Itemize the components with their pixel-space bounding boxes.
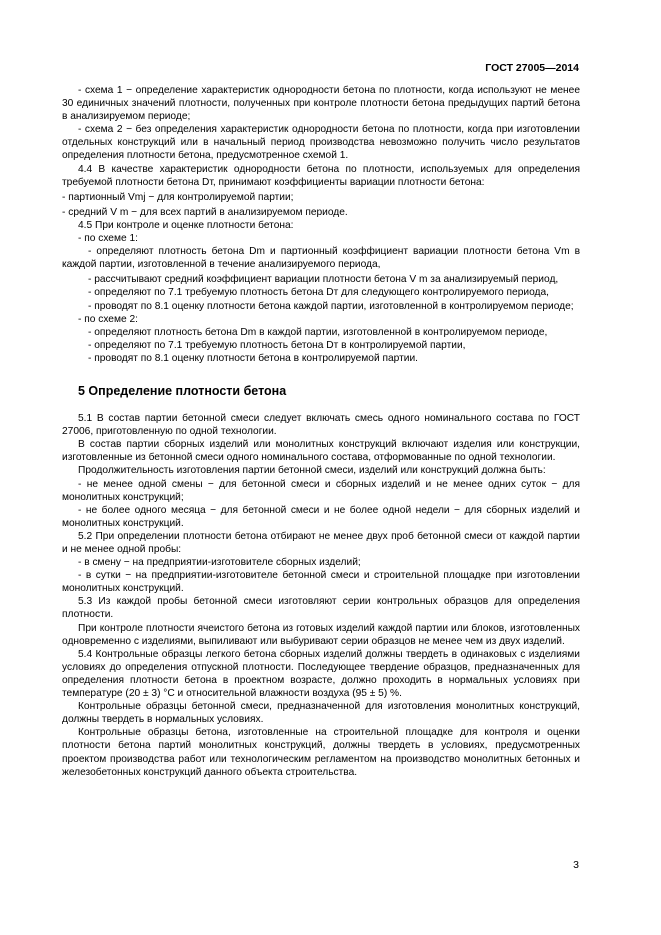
paragraph: - проводят по 8.1 оценку плотности бетона в контролируемой партии. bbox=[88, 352, 418, 364]
paragraph: - схема 1 − определение характеристик однородности бетона по плотности, когда используют не менее 30 единичных значений плотности, полученных при контроле плотности бетона предыдущих партий бетона в анализируемом периоде; bbox=[62, 85, 580, 123]
paragraph: - партионный Vmj − для контролируемой партии; bbox=[62, 191, 294, 203]
paragraph: - проводят по 8.1 оценку плотности бетона каждой партии, изготовленной в контролируемом периоде; bbox=[88, 300, 574, 312]
paragraph: - схема 2 − без определения характеристик однородности бетона по плотности, когда при изготовлении отдельных конструкций или в начальный период производства невозможно получить число результатов определения плотности бетона, предусмотренное схемой 1. bbox=[62, 124, 580, 162]
page-body bbox=[62, 84, 580, 779]
paragraph: - не менее одной смены − для бетонной смеси и сборных изделий и не менее одних суток − для монолитных конструкций; bbox=[62, 478, 580, 503]
paragraph: - рассчитывают средний коэффициент вариации плотности бетона V m за анализируемый период, bbox=[88, 274, 559, 286]
paragraph: Контрольные образцы бетона, изготовленные на строительной площадке для контроля и оценки плотности бетона партий монолитных конструкций, должны твердеть в условиях, предусмотренных проектом производства работ или технологическим регламентом на производство монолитных бетонных и железобетонных конструкций данного объекта строительства. bbox=[62, 727, 580, 778]
paragraph: Контрольные образцы бетонной смеси, предназначенной для изготовления монолитных конструкций, должны твердеть в нормальных условиях. bbox=[62, 701, 580, 726]
paragraph: - по схеме 2: bbox=[78, 313, 138, 325]
paragraph: - определяют плотность бетона Dm и партионный коэффициент вариации плотности бетона Vm в каждой партии, изготовленной в течение анализируемого периода, bbox=[62, 246, 580, 271]
paragraph: 5.3 Из каждой пробы бетонной смеси изготовляют серии контрольных образцов для определения плотности. bbox=[62, 596, 580, 621]
paragraph: - по схеме 1: bbox=[78, 233, 138, 245]
paragraph: - в смену − на предприятии-изготовителе сборных изделий; bbox=[78, 557, 361, 569]
paragraph: В состав партии сборных изделий или монолитных конструкций включают изделия или конструкции, изготовленные из бетонной смеси одного номинального состава, отформованные по одной технологии. bbox=[62, 439, 580, 464]
paragraph: 4.5 При контроле и оценке плотности бетона: bbox=[78, 219, 294, 231]
paragraph: Продолжительность изготовления партии бетонной смеси, изделий или конструкций должна быть: bbox=[78, 465, 546, 477]
paragraph: - определяют по 7.1 требуемую плотность бетона Dт для следующего контролируемого периода, bbox=[88, 287, 549, 299]
paragraph: 4.4 В качестве характеристик однородности бетона по плотности, используемых для определения требуемой плотности бетона Dт, принимают коэффициенты вариации плотности бетона: bbox=[62, 163, 580, 188]
paragraph: 5.4 Контрольные образцы легкого бетона сборных изделий должны твердеть в одинаковых с изделиями условиях до определения отпускной плотности. Последующее твердение образцов, предназначенных для определения плотности бетона в проектном возрасте, должно проходить в нормальных условиях при температуре (20 ± 3) °С и относительной влажности воздуха (95 ± 5) %. bbox=[62, 648, 580, 700]
paragraph: - в сутки − на предприятии-изготовителе бетонной смеси и строительной площадке при изготовлении монолитных конструкций. bbox=[62, 570, 580, 595]
paragraph: - не более одного месяца − для бетонной смеси и не более одной недели − для сборных изделий и монолитных конструкций. bbox=[62, 504, 580, 529]
paragraph: 5.2 При определении плотности бетона отбирают не менее двух проб бетонной смеси от каждой партии и не менее одной пробы: bbox=[62, 530, 580, 555]
paragraph: - определяют плотность бетона Dm в каждой партии, изготовленной в контролируемом периоде, bbox=[88, 326, 548, 338]
paragraph: При контроле плотности ячеистого бетона из готовых изделий каждой партии или блоков, изготовленных одновременно с изделиями, выпиливают или выбуривают серии образцов не менее чем из двух изделий. bbox=[62, 622, 580, 647]
section-title: 5 Определение плотности бетона bbox=[78, 383, 287, 398]
paragraph: - определяют по 7.1 требуемую плотность бетона Dт в контролируемой партии, bbox=[88, 339, 466, 351]
page-number: 3 bbox=[573, 859, 579, 871]
document-code: ГОСТ 27005—2014 bbox=[485, 62, 579, 74]
paragraph: 5.1 В состав партии бетонной смеси следует включать смесь одного номинального состава по ГОСТ 27006, приготовленную по одной технологии. bbox=[62, 413, 580, 438]
paragraph: - средний V m − для всех партий в анализируемом периоде. bbox=[62, 206, 348, 218]
